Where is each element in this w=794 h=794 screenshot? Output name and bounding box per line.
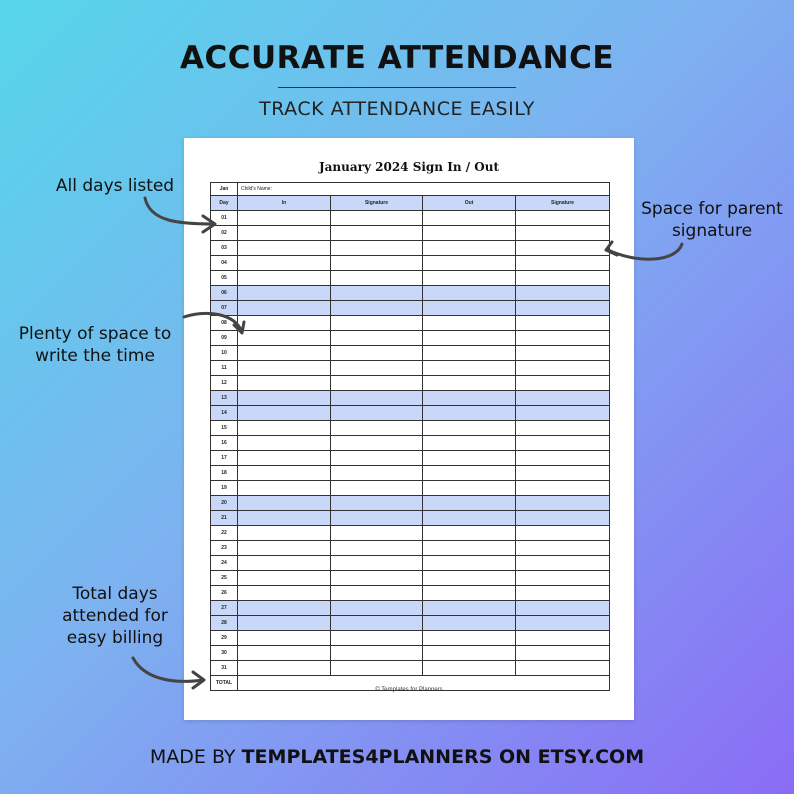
time-out-cell[interactable]	[423, 541, 516, 556]
day-number: 26	[211, 586, 238, 601]
table-row	[211, 466, 610, 481]
signature-out-cell[interactable]	[516, 646, 610, 661]
attendance-table	[210, 182, 610, 691]
signature-in-cell[interactable]	[331, 526, 423, 541]
table-row	[211, 571, 610, 586]
signature-in-cell[interactable]	[331, 226, 423, 241]
table-row	[211, 331, 610, 346]
time-in-cell[interactable]	[238, 601, 331, 616]
made-by-footer	[0, 746, 794, 768]
time-out-cell[interactable]	[423, 256, 516, 271]
signature-out-cell[interactable]	[516, 391, 610, 406]
signature-out-cell[interactable]	[516, 481, 610, 496]
table-row	[211, 496, 610, 511]
page-subtitle: TRACK ATTENDANCE EASILY	[259, 98, 535, 120]
day-number: 25	[211, 571, 238, 586]
day-number: 28	[211, 616, 238, 631]
time-in-cell[interactable]	[238, 301, 331, 316]
signature-in-cell[interactable]	[331, 571, 423, 586]
time-out-cell[interactable]	[423, 226, 516, 241]
time-in-cell[interactable]	[238, 511, 331, 526]
signature-in-cell[interactable]	[331, 391, 423, 406]
annotation-days: All days listed	[55, 176, 175, 196]
attendance-sheet	[184, 138, 634, 720]
signature-in-cell[interactable]	[331, 286, 423, 301]
time-in-cell[interactable]	[238, 286, 331, 301]
time-out-cell[interactable]	[423, 391, 516, 406]
annotation-total-line-3: easy billing	[66, 628, 164, 648]
time-in-cell[interactable]	[238, 541, 331, 556]
signature-out-cell[interactable]	[516, 586, 610, 601]
table-row	[211, 316, 610, 331]
header-row	[211, 196, 610, 211]
annotation-total-line-1: Total days	[72, 584, 158, 604]
signature-in-cell[interactable]	[331, 406, 423, 421]
annotation-signature-line-2: signature	[671, 221, 753, 241]
signature-out-cell[interactable]	[516, 571, 610, 586]
time-in-cell[interactable]	[238, 496, 331, 511]
table-row	[211, 346, 610, 361]
signature-out-cell[interactable]	[516, 226, 610, 241]
time-in-cell[interactable]	[238, 331, 331, 346]
time-out-cell[interactable]	[423, 241, 516, 256]
time-in-cell[interactable]	[238, 346, 331, 361]
signature-in-cell[interactable]	[331, 241, 423, 256]
annotation-time	[4, 323, 186, 367]
signature-in-cell[interactable]	[331, 331, 423, 346]
day-number: 04	[211, 256, 238, 271]
day-number: 18	[211, 466, 238, 481]
signature-out-cell[interactable]	[516, 406, 610, 421]
time-in-cell[interactable]	[238, 241, 331, 256]
day-number: 08	[211, 316, 238, 331]
day-number: 11	[211, 361, 238, 376]
signature-out-cell[interactable]	[516, 286, 610, 301]
column-header-out: Out	[423, 196, 516, 211]
signature-out-cell[interactable]	[516, 211, 610, 226]
day-number: 02	[211, 226, 238, 241]
time-out-cell[interactable]	[423, 376, 516, 391]
annotation-total-line-2: attended for	[62, 606, 168, 626]
annotation-signature-line-1: Space for parent	[641, 199, 783, 219]
time-in-cell[interactable]	[238, 271, 331, 286]
signature-in-cell[interactable]	[331, 436, 423, 451]
time-in-cell[interactable]	[238, 436, 331, 451]
time-out-cell[interactable]	[423, 421, 516, 436]
day-number: 17	[211, 451, 238, 466]
total-label: TOTAL	[211, 676, 238, 691]
annotation-total	[40, 583, 190, 649]
time-in-cell[interactable]	[238, 571, 331, 586]
signature-in-cell[interactable]	[331, 616, 423, 631]
table-row	[211, 631, 610, 646]
table-row	[211, 646, 610, 661]
signature-in-cell[interactable]	[331, 541, 423, 556]
table-row	[211, 526, 610, 541]
signature-in-cell[interactable]	[331, 211, 423, 226]
time-in-cell[interactable]	[238, 391, 331, 406]
made-by-shop: TEMPLATES4PLANNERS ON ETSY.COM	[241, 746, 645, 768]
column-header-signature-out: Signature	[516, 196, 610, 211]
table-row	[211, 376, 610, 391]
day-number: 30	[211, 646, 238, 661]
annotation-signature	[630, 198, 794, 242]
name-row	[211, 183, 610, 196]
table-row	[211, 211, 610, 226]
signature-out-cell[interactable]	[516, 496, 610, 511]
signature-in-cell[interactable]	[331, 511, 423, 526]
time-out-cell[interactable]	[423, 451, 516, 466]
table-row	[211, 226, 610, 241]
table-row	[211, 436, 610, 451]
signature-in-cell[interactable]	[331, 646, 423, 661]
day-number: 06	[211, 286, 238, 301]
signature-in-cell[interactable]	[331, 376, 423, 391]
signature-in-cell[interactable]	[331, 346, 423, 361]
table-row	[211, 421, 610, 436]
signature-in-cell[interactable]	[331, 601, 423, 616]
day-number: 24	[211, 556, 238, 571]
signature-out-cell[interactable]	[516, 361, 610, 376]
table-row	[211, 511, 610, 526]
time-in-cell[interactable]	[238, 451, 331, 466]
signature-in-cell[interactable]	[331, 481, 423, 496]
title-divider	[278, 87, 516, 88]
day-number: 12	[211, 376, 238, 391]
signature-out-cell[interactable]	[516, 271, 610, 286]
time-in-cell[interactable]	[238, 526, 331, 541]
signature-out-cell[interactable]	[516, 556, 610, 571]
time-in-cell[interactable]	[238, 256, 331, 271]
signature-in-cell[interactable]	[331, 586, 423, 601]
signature-in-cell[interactable]	[331, 496, 423, 511]
signature-out-cell[interactable]	[516, 451, 610, 466]
day-number: 03	[211, 241, 238, 256]
child-name-field[interactable]: Child's Name:	[238, 183, 610, 196]
signature-out-cell[interactable]	[516, 346, 610, 361]
signature-out-cell[interactable]	[516, 616, 610, 631]
signature-in-cell[interactable]	[331, 301, 423, 316]
time-out-cell[interactable]	[423, 286, 516, 301]
signature-out-cell[interactable]	[516, 466, 610, 481]
time-out-cell[interactable]	[423, 361, 516, 376]
time-out-cell[interactable]	[423, 211, 516, 226]
signature-out-cell[interactable]	[516, 526, 610, 541]
time-out-cell[interactable]	[423, 331, 516, 346]
time-out-cell[interactable]	[423, 316, 516, 331]
time-in-cell[interactable]	[238, 466, 331, 481]
signature-out-cell[interactable]	[516, 661, 610, 676]
time-out-cell[interactable]	[423, 526, 516, 541]
day-number: 22	[211, 526, 238, 541]
signature-in-cell[interactable]	[331, 451, 423, 466]
day-number: 20	[211, 496, 238, 511]
day-number: 13	[211, 391, 238, 406]
time-in-cell[interactable]	[238, 616, 331, 631]
time-out-cell[interactable]	[423, 601, 516, 616]
signature-in-cell[interactable]	[331, 421, 423, 436]
signature-in-cell[interactable]	[331, 256, 423, 271]
signature-in-cell[interactable]	[331, 631, 423, 646]
annotation-time-line-1: Plenty of space to	[18, 324, 172, 344]
signature-in-cell[interactable]	[331, 271, 423, 286]
signature-out-cell[interactable]	[516, 376, 610, 391]
signature-in-cell[interactable]	[331, 316, 423, 331]
table-row	[211, 601, 610, 616]
time-out-cell[interactable]	[423, 496, 516, 511]
time-in-cell[interactable]	[238, 406, 331, 421]
time-out-cell[interactable]	[423, 406, 516, 421]
signature-out-cell[interactable]	[516, 256, 610, 271]
time-out-cell[interactable]	[423, 631, 516, 646]
day-number: 29	[211, 631, 238, 646]
time-in-cell[interactable]	[238, 361, 331, 376]
made-by-prefix: MADE BY	[149, 746, 242, 768]
day-number: 01	[211, 211, 238, 226]
time-out-cell[interactable]	[423, 661, 516, 676]
day-number: 05	[211, 271, 238, 286]
signature-out-cell[interactable]	[516, 241, 610, 256]
signature-out-cell[interactable]	[516, 301, 610, 316]
day-number: 31	[211, 661, 238, 676]
signature-in-cell[interactable]	[331, 661, 423, 676]
day-number: 21	[211, 511, 238, 526]
column-header-day: Day	[211, 196, 238, 211]
signature-in-cell[interactable]	[331, 361, 423, 376]
signature-out-cell[interactable]	[516, 436, 610, 451]
time-out-cell[interactable]	[423, 436, 516, 451]
day-number: 23	[211, 541, 238, 556]
table-row	[211, 541, 610, 556]
time-out-cell[interactable]	[423, 556, 516, 571]
time-out-cell[interactable]	[423, 511, 516, 526]
day-number: 16	[211, 436, 238, 451]
day-number: 07	[211, 301, 238, 316]
time-in-cell[interactable]	[238, 661, 331, 676]
time-in-cell[interactable]	[238, 586, 331, 601]
table-row	[211, 661, 610, 676]
table-row	[211, 556, 610, 571]
table-row	[211, 451, 610, 466]
time-out-cell[interactable]	[423, 466, 516, 481]
time-out-cell[interactable]	[423, 586, 516, 601]
annotation-time-line-2: write the time	[35, 346, 155, 366]
table-row	[211, 271, 610, 286]
table-row	[211, 586, 610, 601]
sheet-title: January 2024 Sign In / Out	[318, 160, 500, 174]
day-number: 14	[211, 406, 238, 421]
table-row	[211, 286, 610, 301]
signature-out-cell[interactable]	[516, 601, 610, 616]
table-row	[211, 241, 610, 256]
signature-out-cell[interactable]	[516, 316, 610, 331]
signature-in-cell[interactable]	[331, 556, 423, 571]
time-out-cell[interactable]	[423, 571, 516, 586]
table-row	[211, 616, 610, 631]
time-out-cell[interactable]	[423, 346, 516, 361]
day-number: 10	[211, 346, 238, 361]
signature-out-cell[interactable]	[516, 541, 610, 556]
signature-out-cell[interactable]	[516, 331, 610, 346]
signature-in-cell[interactable]	[331, 466, 423, 481]
time-out-cell[interactable]	[423, 646, 516, 661]
page-title: ACCURATE ATTENDANCE	[179, 40, 615, 76]
time-out-cell[interactable]	[423, 481, 516, 496]
table-row	[211, 406, 610, 421]
time-in-cell[interactable]	[238, 631, 331, 646]
signature-out-cell[interactable]	[516, 631, 610, 646]
month-label: Jan	[211, 183, 238, 196]
time-in-cell[interactable]	[238, 556, 331, 571]
column-header-in: In	[238, 196, 331, 211]
sheet-footer: © Templates for Planners	[375, 687, 443, 693]
table-row	[211, 301, 610, 316]
table-row	[211, 361, 610, 376]
time-out-cell[interactable]	[423, 301, 516, 316]
signature-out-cell[interactable]	[516, 511, 610, 526]
day-number: 15	[211, 421, 238, 436]
time-out-cell[interactable]	[423, 271, 516, 286]
time-in-cell[interactable]	[238, 316, 331, 331]
time-in-cell[interactable]	[238, 376, 331, 391]
table-row	[211, 481, 610, 496]
time-in-cell[interactable]	[238, 646, 331, 661]
time-in-cell[interactable]	[238, 421, 331, 436]
time-in-cell[interactable]	[238, 481, 331, 496]
day-number: 19	[211, 481, 238, 496]
day-number: 27	[211, 601, 238, 616]
time-in-cell[interactable]	[238, 211, 331, 226]
time-in-cell[interactable]	[238, 226, 331, 241]
signature-out-cell[interactable]	[516, 421, 610, 436]
day-number: 09	[211, 331, 238, 346]
time-out-cell[interactable]	[423, 616, 516, 631]
table-row	[211, 256, 610, 271]
column-header-signature-in: Signature	[331, 196, 423, 211]
table-row	[211, 391, 610, 406]
